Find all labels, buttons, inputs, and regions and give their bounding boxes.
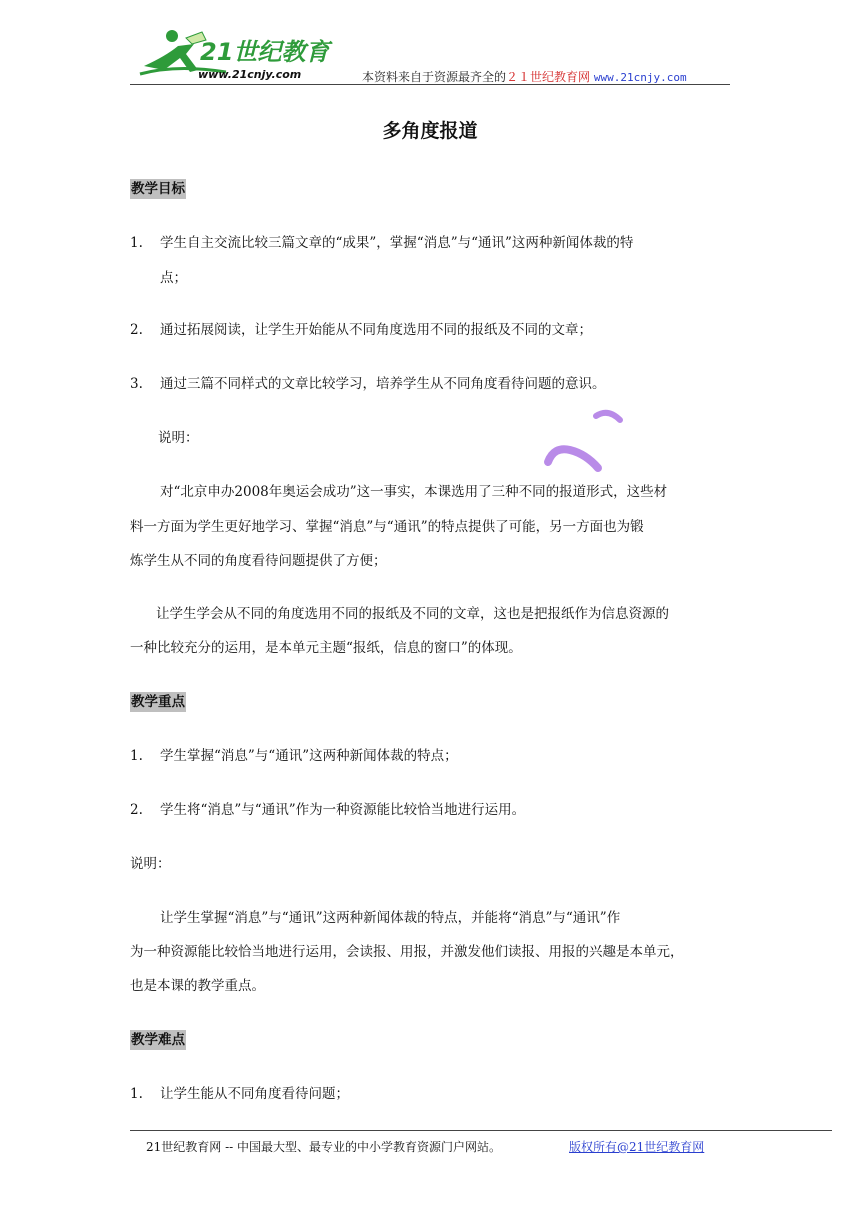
paragraph-line: 对“北京申办2008年奥运会成功”这一事实，本课选用了三种不同的报道形式，这些材: [160, 484, 668, 500]
copyright-link[interactable]: 版权所有@21世纪教育网: [569, 1140, 705, 1154]
header-divider: [130, 84, 730, 85]
paragraph-line: 一种比较充分的运用，是本单元主题“报纸，信息的窗口”的体现。: [130, 640, 522, 656]
tagline-prefix: 本资料来自于资源最齐全的: [362, 70, 507, 84]
item-text: 学生将“消息”与“通讯”作为一种资源能比较恰当地进行运用。: [160, 802, 526, 818]
paragraph-line: 为一种资源能比较恰当地进行运用，会读报、用报，并激发他们读报、用报的兴趣是本单元，: [130, 944, 684, 960]
list-item: [130, 320, 592, 340]
item-number: 3.: [130, 376, 143, 392]
item-number: 1.: [130, 748, 143, 764]
footer-divider: [130, 1130, 832, 1131]
item-text: 通过三篇不同样式的文章比较学习，培养学生从不同角度看待问题的意识。: [160, 376, 606, 392]
list-item: [130, 800, 525, 820]
footer-text: 21世纪教育网 -- 中国最大型、最专业的中小学教育资源门户网站。: [146, 1140, 502, 1154]
item-number: 2.: [130, 802, 143, 818]
tagline-highlight[interactable]: ２１世纪教育网: [506, 70, 591, 84]
item-text: 学生自主交流比较三篇文章的“成果”，掌握“消息”与“通讯”这两种新闻体裁的特: [160, 235, 634, 251]
paragraph-line: 让学生掌握“消息”与“通讯”这两种新闻体裁的特点，并能将“消息”与“通讯”作: [160, 910, 621, 926]
item-number: 1.: [130, 1086, 143, 1102]
note-label: 说明：: [130, 856, 171, 872]
site-logo: [136, 26, 336, 84]
paragraph-line: 炼学生从不同的角度看待问题提供了方便；: [130, 553, 387, 569]
list-item: [130, 1084, 349, 1104]
item-number: 1.: [130, 235, 143, 251]
item-text: 学生掌握“消息”与“通讯”这两种新闻体裁的特点；: [160, 748, 458, 764]
note-label: 说明：: [158, 430, 199, 446]
tagline-url[interactable]: www.21cnjy.com: [593, 71, 687, 84]
list-item: [130, 374, 606, 394]
document-title: 多角度报道: [382, 120, 478, 142]
item-number: 2.: [130, 322, 143, 338]
section-heading-key-points: 教学重点: [131, 694, 185, 710]
paragraph-line: 让学生学会从不同的角度选用不同的报纸及不同的文章，这也是把报纸作为信息资源的: [156, 606, 669, 622]
paragraph-line: 料一方面为学生更好地学习、掌握“消息”与“通讯”的特点提供了可能，另一方面也为锻: [130, 519, 644, 535]
watermark-swirl-icon: [540, 406, 630, 476]
item-continuation: 点；: [160, 270, 187, 286]
list-item: [130, 746, 458, 766]
section-heading-difficulties: 教学难点: [131, 1032, 185, 1048]
section-heading-goals: 教学目标: [131, 181, 185, 197]
logo-text: 21世纪教育: [200, 38, 330, 66]
item-text: 通过拓展阅读，让学生开始能从不同角度选用不同的报纸及不同的文章；: [160, 322, 592, 338]
header-tagline: [362, 68, 687, 85]
logo-url: www.21cnjy.com: [198, 68, 302, 81]
list-item: [130, 233, 633, 253]
item-text: 让学生能从不同角度看待问题；: [160, 1086, 349, 1102]
paragraph-line: 也是本课的教学重点。: [130, 978, 265, 994]
